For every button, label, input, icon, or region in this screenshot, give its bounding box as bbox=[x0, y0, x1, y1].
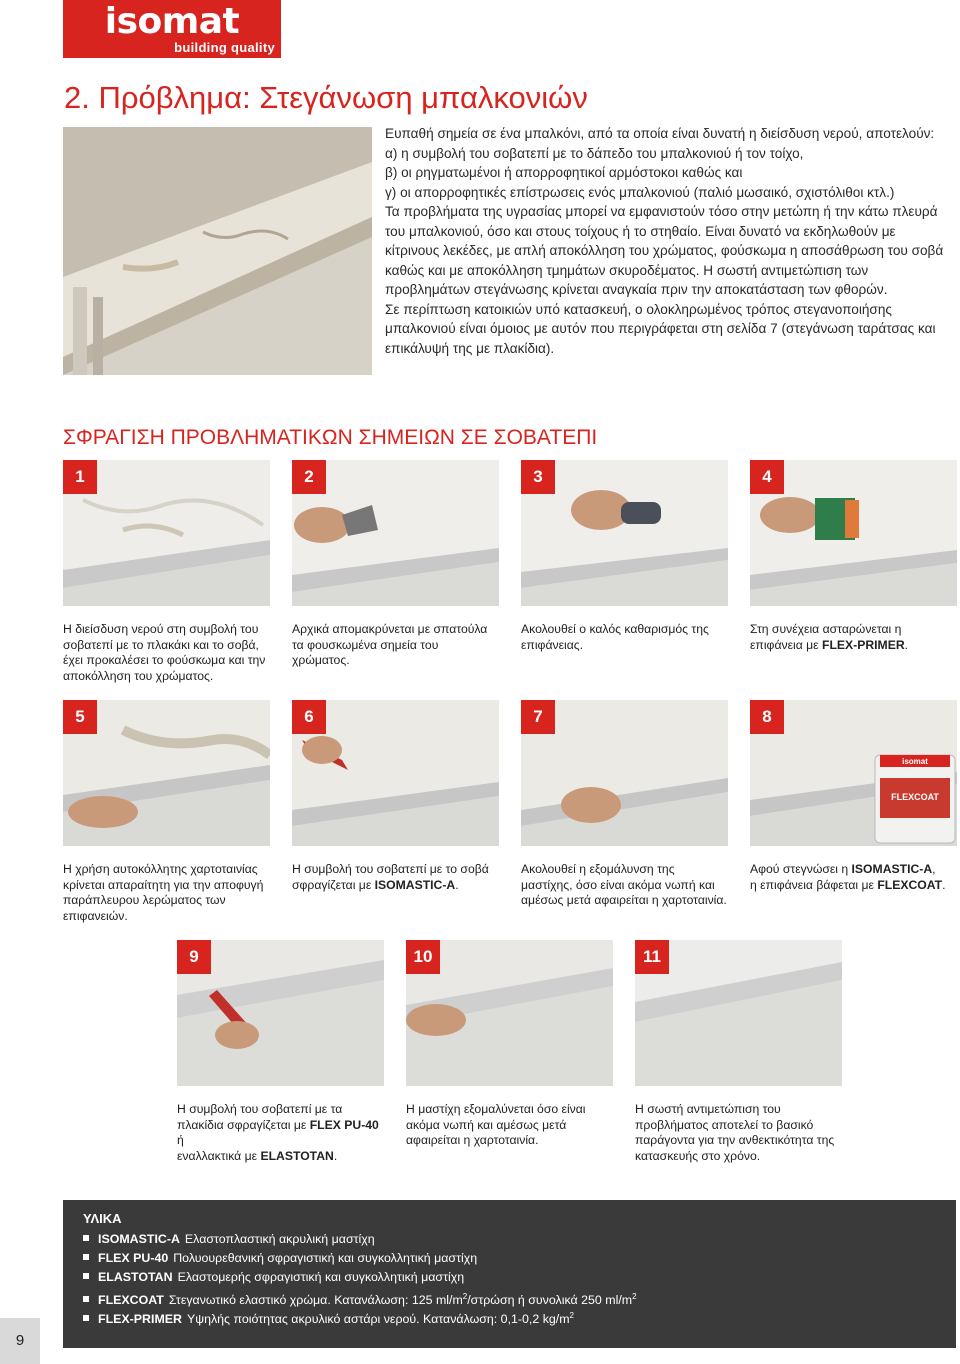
intro-paragraph: γ) οι απορροφητικές επίστρωσεις ενός μπαλκονιού (παλιό μωσαικό, σχιστόλιθοι κτλ.) bbox=[385, 184, 895, 200]
intro-text bbox=[385, 124, 945, 358]
step-number-badge: 7 bbox=[521, 700, 555, 734]
bullet-square-icon bbox=[83, 1254, 89, 1260]
material-name: ELASTOTAN bbox=[98, 1270, 173, 1284]
step-number-badge: 3 bbox=[521, 460, 555, 494]
logo-wordmark: isomat bbox=[104, 1, 240, 42]
materials-list bbox=[83, 1230, 637, 1325]
step-number-badge: 5 bbox=[63, 700, 97, 734]
superscript: 2 bbox=[462, 1292, 468, 1301]
material-desc: Ελαστομερής σφραγιστική και συγκολλητική μαστίχη bbox=[177, 1270, 465, 1284]
step-caption-8 bbox=[750, 862, 957, 893]
step-caption-9 bbox=[177, 1102, 384, 1164]
product-name: FLEX PU-40 bbox=[309, 1117, 379, 1132]
step-caption-10 bbox=[406, 1102, 613, 1149]
bullet-square-icon bbox=[83, 1315, 89, 1321]
product-name: ISOMASTIC-A bbox=[851, 862, 933, 876]
caption-text: Η χρήση αυτοκόλλητης χαρτοταινίας κρίνεται απαραίτητη για την αποφυγή παράπλευρου λερώματος των επιφανειών. bbox=[63, 862, 264, 923]
intro-paragraph: α) η συμβολή του σοβατεπί με το δάπεδο του μπαλκονιού ή τον τοίχο, bbox=[385, 145, 804, 161]
caption-text: Η μαστίχη εξομαλύνεται όσο είναι ακόμα νωπή και αμέσως μετά αφαιρείται η χαρτοταινία. bbox=[406, 1102, 586, 1147]
step-number-badge: 4 bbox=[750, 460, 784, 494]
step-number-badge: 2 bbox=[292, 460, 326, 494]
intro-paragraph: Ευπαθή σημεία σε ένα μπαλκόνι, από τα οποία είναι δυνατή η διείσδυση νερού, αποτελούν: bbox=[385, 126, 935, 141]
step-number-badge: 10 bbox=[406, 940, 440, 974]
material-item bbox=[83, 1230, 637, 1249]
step-photo-5 bbox=[63, 700, 270, 846]
step-number-badge: 8 bbox=[750, 700, 784, 734]
step-number-badge: 6 bbox=[292, 700, 326, 734]
material-desc: Πολυουρεθανική σφραγιστική και συγκολλητική μαστίχη bbox=[173, 1251, 478, 1265]
logo-tagline: building quality bbox=[174, 40, 275, 55]
caption-text: Ακολουθεί η εξομάλυνση της μαστίχης, όσο είναι ακόμα νωπή και αμέσως μετά αφαιρείται η χαρτοταινία. bbox=[521, 862, 727, 907]
material-desc: Στεγανωτικό ελαστικό χρώμα. Κατανάλωση: 125 ml/m bbox=[168, 1293, 463, 1308]
caption-text: Αρχικά απομακρύνεται με σπατούλα τα φουσκωμένα σημεία του χρώματος. bbox=[292, 622, 488, 667]
product-name: ISOMASTIC-A bbox=[374, 877, 456, 892]
caption-text: . bbox=[333, 1148, 338, 1163]
caption-text: ή bbox=[177, 1133, 184, 1147]
step-caption-7 bbox=[521, 862, 728, 909]
material-item bbox=[83, 1249, 637, 1268]
step-photo-7 bbox=[521, 700, 728, 846]
caption-text: . bbox=[904, 637, 909, 652]
material-item bbox=[83, 1306, 637, 1325]
step-photo-3 bbox=[521, 460, 728, 606]
step-caption-11 bbox=[635, 1102, 842, 1164]
caption-text: Η συμβολή του σοβατεπί με το σοβά σφραγίζεται με bbox=[292, 862, 489, 892]
step-photo-11 bbox=[635, 940, 842, 1086]
superscript: 2 bbox=[632, 1292, 637, 1301]
material-desc: Ελαστοπλαστική ακρυλική μαστίχη bbox=[184, 1232, 375, 1246]
step-caption-3 bbox=[521, 622, 728, 653]
product-name: FLEX-PRIMER bbox=[822, 637, 905, 652]
material-name: FLEXCOAT bbox=[98, 1293, 164, 1308]
caption-text: Στη συνέχεια ασταρώνεται η επιφάνεια με bbox=[750, 622, 902, 652]
step-photo-6 bbox=[292, 700, 499, 846]
caption-text: Η συμβολή του σοβατεπί με τα πλακίδια σφραγίζεται με bbox=[177, 1102, 343, 1132]
caption-text: Η διείσδυση νερού στη συμβολή του σοβατεπί με το πλακάκι και το σοβά, έχει προκαλέσει το φούσκωμα και την αποκόλληση του χρώματος. bbox=[63, 622, 266, 683]
intro-paragraph: β) οι ρηγματωμένοι ή απορροφητικοί αρμόστοκοι καθώς και bbox=[385, 165, 743, 180]
materials-box bbox=[63, 1200, 956, 1348]
step-photo-10 bbox=[406, 940, 613, 1086]
step-photo-9 bbox=[177, 940, 384, 1086]
material-desc: /στρώση ή συνολικά 250 ml/m bbox=[467, 1293, 633, 1308]
materials-heading: ΥΛΙΚΑ bbox=[83, 1211, 122, 1226]
bullet-square-icon bbox=[83, 1273, 89, 1279]
step-photo-1 bbox=[63, 460, 270, 606]
bucket-product-label: FLEXCOAT bbox=[891, 792, 939, 802]
step-caption-5 bbox=[63, 862, 270, 924]
step-photo-2 bbox=[292, 460, 499, 606]
caption-text: Ακολουθεί ο καλός καθαρισμός της επιφάνειας. bbox=[521, 622, 709, 652]
material-name: FLEX-PRIMER bbox=[98, 1312, 182, 1327]
step-number-badge: 11 bbox=[635, 940, 669, 974]
page-number: 9 bbox=[0, 1318, 40, 1364]
step-number-badge: 1 bbox=[63, 460, 97, 494]
bullet-square-icon bbox=[83, 1235, 89, 1241]
material-desc: Υψηλής ποιότητας ακρυλικό αστάρι νερού. Κατανάλωση: 0,1-0,2 kg/m bbox=[186, 1312, 570, 1327]
material-item bbox=[83, 1287, 637, 1306]
bucket-brand-label: isomat bbox=[902, 757, 928, 766]
product-name: FLEXCOAT bbox=[877, 877, 943, 892]
caption-text: Αφού στεγνώσει η bbox=[750, 862, 852, 876]
isomat-logo bbox=[63, 0, 281, 58]
intro-paragraph: Τα προβλήματα της υγρασίας μπορεί να εμφανιστούν τόσο στην μετώπη ή την κάτω πλευρά του μπαλκονιού, όσο και στους τοίχους ή το στηθαίο. Είναι δυνατό να εκδηλωθούν με κίτρινους λεκέδες, με απλή αποκόλληση του χρώματος, φούσκωμα η αποσάθρωση του σοβά καθώς και με αποκόλληση τμημάτων σκυροδέματος. Η σωστή αντιμετώπιση των προβλημάτων στεγάνωσης κρίνεται αναγκαία πριν την αποκατάσταση των φθορών. bbox=[385, 204, 944, 297]
product-name: ELASTOTAN bbox=[260, 1148, 334, 1163]
caption-text: Η σωστή αντιμετώπιση του προβλήματος αποτελεί το βασικό παράγοντα για την ανθεκτικότητα της κατασκευής στο χρόνο. bbox=[635, 1102, 835, 1163]
step-photo-4 bbox=[750, 460, 957, 606]
caption-text: , bbox=[932, 862, 936, 876]
step-photo-8 bbox=[750, 700, 957, 846]
step-caption-1 bbox=[63, 622, 270, 684]
intro-paragraph: Σε περίπτωση κατοικιών υπό κατασκευή, ο ολοκληρωμένος τρόπος στεγανοποιήσης μπαλκονιού είναι όμοιος με αυτόν που περιγράφεται στη σελίδα 7 (στεγάνωση ταράτσας και επικάλυψή της με πλακίδια). bbox=[385, 301, 936, 356]
step-caption-6 bbox=[292, 862, 499, 893]
caption-text: . bbox=[942, 877, 946, 892]
section-title: ΣΦΡΑΓΙΣΗ ΠΡΟΒΛΗΜΑΤΙΚΩΝ ΣΗΜΕΙΩΝ ΣΕ ΣΟΒΑΤΕΠΙ bbox=[63, 426, 598, 449]
bullet-square-icon bbox=[83, 1296, 89, 1302]
step-number-badge: 9 bbox=[177, 940, 211, 974]
caption-text: εναλλακτικά με bbox=[177, 1148, 261, 1163]
caption-text: η επιφάνεια βάφεται με bbox=[750, 877, 878, 892]
superscript: 2 bbox=[569, 1311, 574, 1320]
material-name: FLEX PU-40 bbox=[98, 1251, 169, 1265]
material-name: ISOMASTIC-A bbox=[98, 1232, 180, 1246]
material-item bbox=[83, 1268, 637, 1287]
step-caption-2 bbox=[292, 622, 499, 669]
page-title: 2. Πρόβλημα: Στεγάνωση μπαλκονιών bbox=[64, 80, 588, 115]
balcony-photo bbox=[63, 127, 372, 375]
step-caption-4 bbox=[750, 622, 957, 653]
caption-text: . bbox=[455, 877, 459, 892]
